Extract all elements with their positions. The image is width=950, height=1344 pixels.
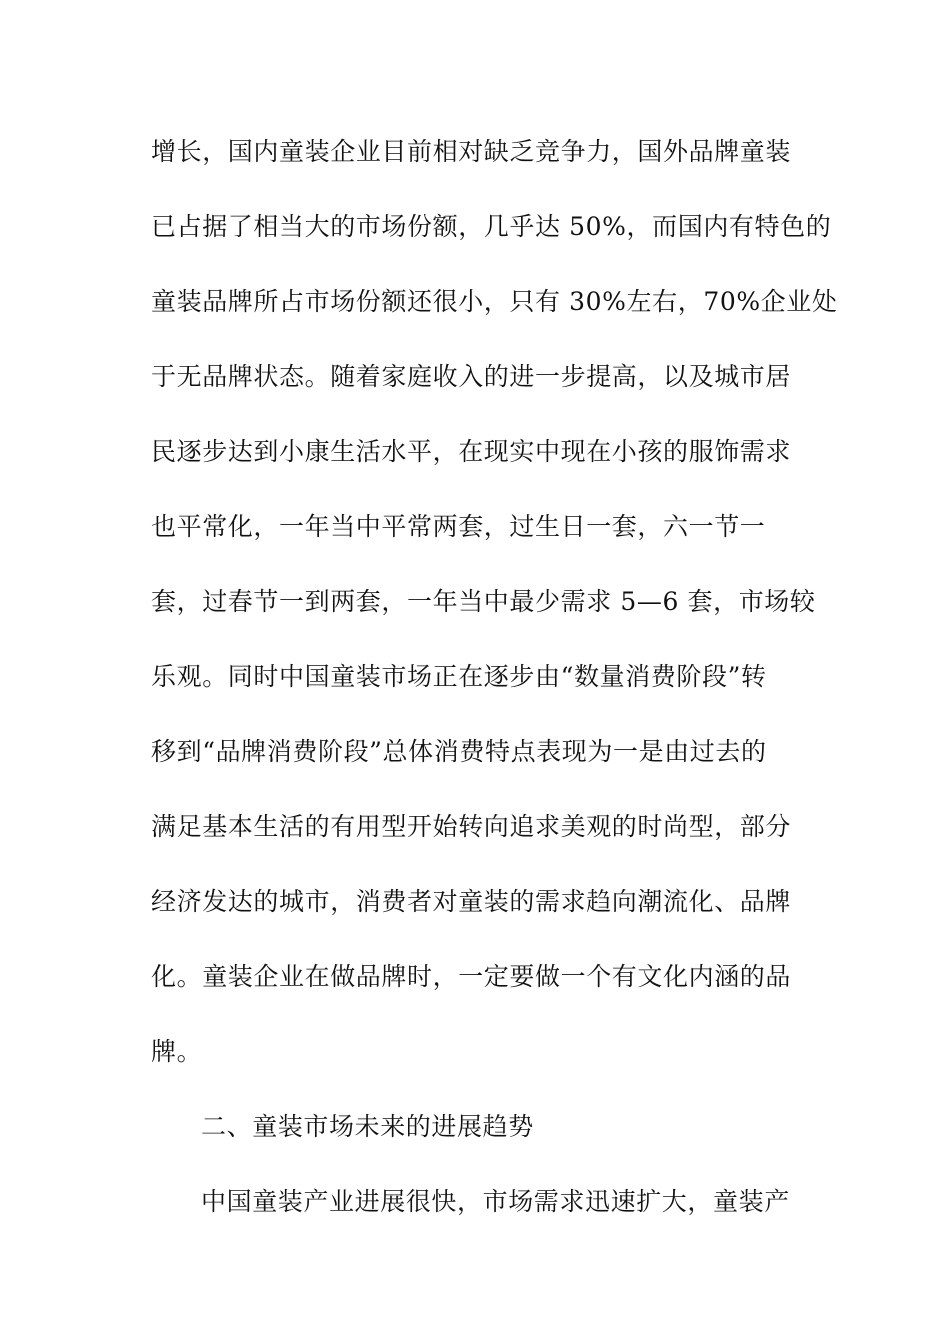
paragraph-line: 移到“品牌消费阶段”总体消费特点表现为一是由过去的 <box>151 737 767 766</box>
paragraph-line: 满足基本生活的有用型开始转向追求美观的时尚型，部分 <box>151 812 792 841</box>
paragraph-line: 于无品牌状态。随着家庭收入的进一步提高，以及城市居 <box>151 362 792 391</box>
paragraph-line: 童装品牌所占市场份额还很小，只有 30%左右，70%企业处 <box>151 287 838 316</box>
paragraph-line: 经济发达的城市，消费者对童装的需求趋向潮流化、品牌 <box>151 887 792 916</box>
paragraph-line: 也平常化，一年当中平常两套，过生日一套，六一节一 <box>151 512 766 541</box>
paragraph-line: 增长，国内童装企业目前相对缺乏竞争力，国外品牌童装 <box>151 137 792 166</box>
paragraph-line: 乐观。同时中国童装市场正在逐步由“数量消费阶段”转 <box>151 662 767 691</box>
paragraph-line: 套，过春节一到两套，一年当中最少需求 5—6 套，市场较 <box>151 587 816 616</box>
paragraph-line: 已占据了相当大的市场份额，几乎达 50%，而国内有特色的 <box>151 212 832 241</box>
paragraph-line: 化。童装企业在做品牌时，一定要做一个有文化内涵的品 <box>151 962 792 991</box>
paragraph-line: 民逐步达到小康生活水平，在现实中现在小孩的服饰需求 <box>151 437 792 466</box>
section-heading: 二、童装市场未来的进展趋势 <box>201 1112 534 1141</box>
paragraph-line: 中国童装产业进展很快，市场需求迅速扩大，童装产 <box>201 1187 790 1216</box>
paragraph-line: 牌。 <box>151 1037 203 1066</box>
